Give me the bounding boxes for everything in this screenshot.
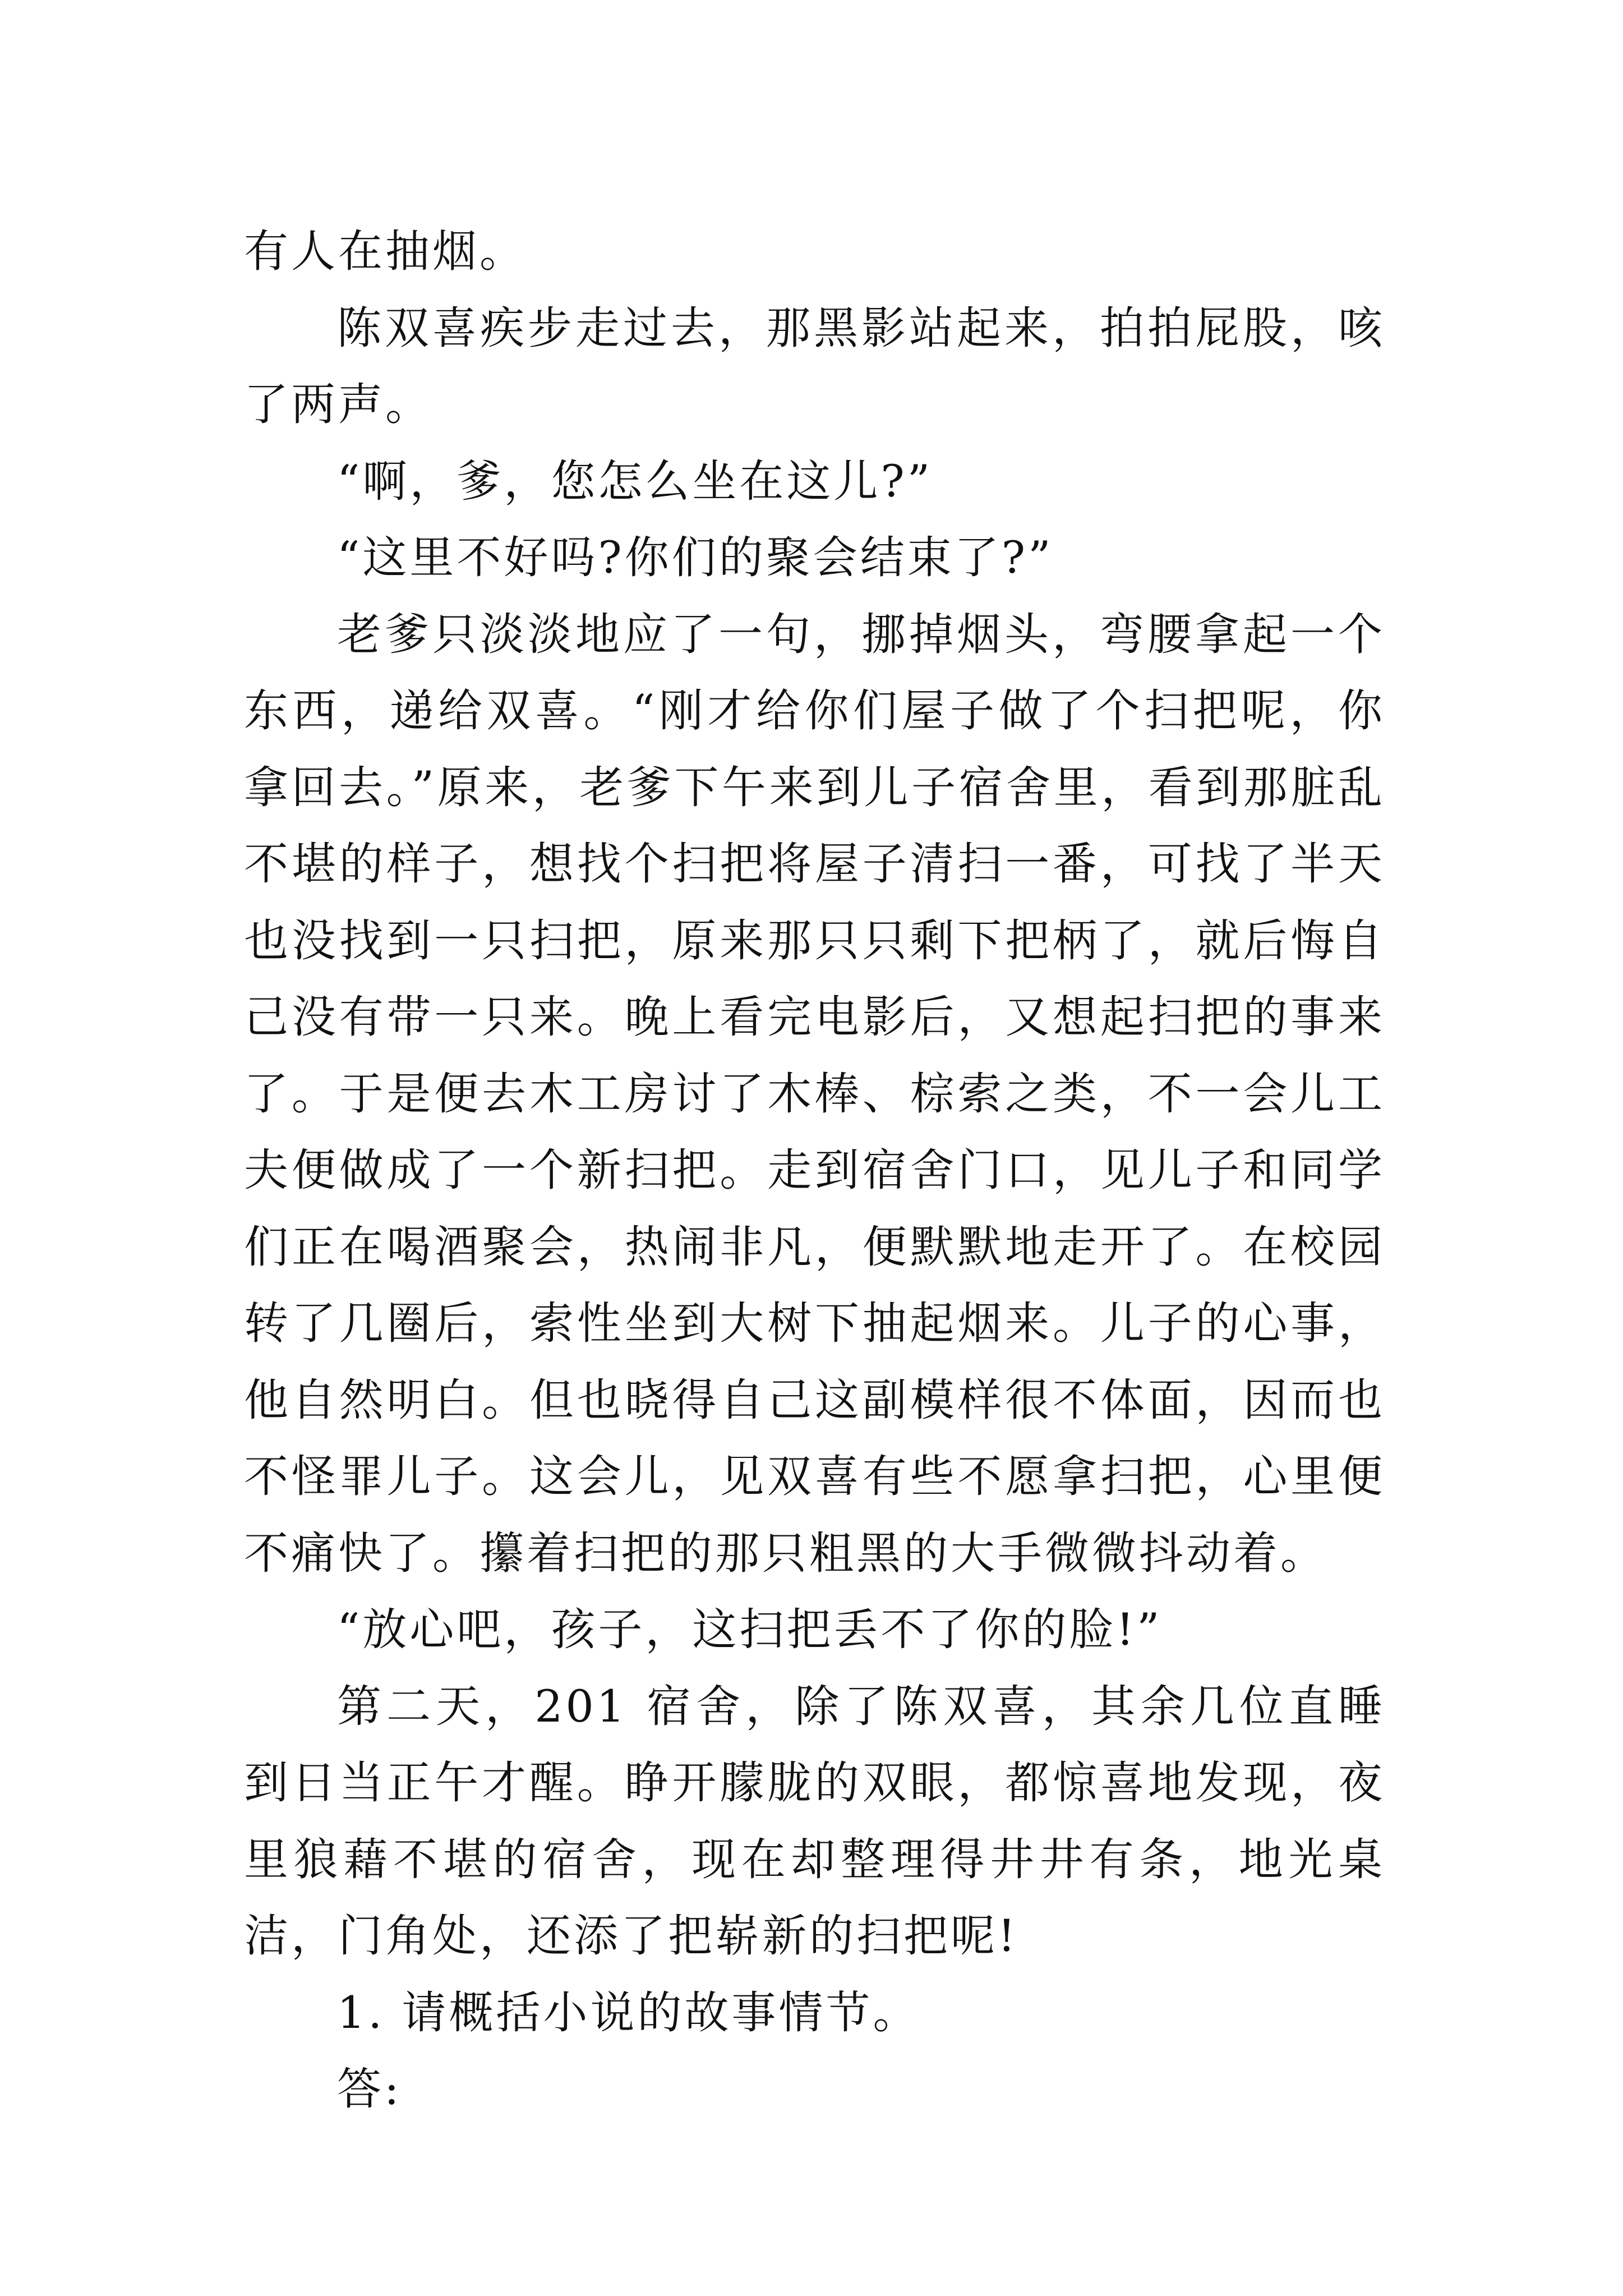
paragraph-continuation: 有人在抽烟。 — [244, 226, 527, 277]
paragraph: 老爹只淡淡地应了一句，挪掉烟头，弯腰拿起一个东西，递给双喜。“刚才给你们屋子做了个扫把呢，你拿回去。”原来，老爹下午来到儿子宿舍里，看到那脏乱不堪的样子，想找个扫把将屋子清扫一番，可找了半天也没找到一只扫把，原来那只只剩下把柄了，就后悔自己没有带一只来。晚上看完电影后，又想起扫把的事来了。于是便去木工房讨了木棒、棕索之类，不一会儿工夫便做成了一个新扫把。走到宿舍门口，见儿子和同学们正在喝酒聚会，热闹非凡，便默默地走开了。在校园转了几圈后，索性坐到大树下抽起烟来。儿子的心事，他自然明白。但也晓得自己这副模样很不体面，因而也不怪罪儿子。这会儿，见双喜有些不愿拿扫把，心里便不痛快了。攥着扫把的那只粗黑的大手微微抖动着。 — [244, 608, 1385, 1579]
paragraph: 陈双喜疾步走过去，那黑影站起来，拍拍屁股，咳了两声。 — [244, 302, 1385, 430]
answer-label: 答: — [337, 2063, 402, 2115]
dialogue-line: “放心吧，孩子，这扫把丢不了你的脸!” — [337, 1604, 1163, 1655]
dialogue-line: “啊，爹，您怎么坐在这儿?” — [337, 455, 933, 507]
text-body — [244, 213, 1385, 2128]
paragraph: 第二天，201 宿舍，除了陈双喜，其余几位直睡到日当正午才醒。睁开朦胧的双眼，都惊喜地发现，夜里狼藉不堪的宿舍，现在却整理得井井有条，地光桌洁，门角处，还添了把崭新的扫把呢! — [244, 1680, 1385, 1962]
dialogue-line: “这里不好吗?你们的聚会结束了?” — [337, 532, 1054, 583]
question: 1. 请概括小说的故事情节。 — [337, 1986, 920, 2039]
